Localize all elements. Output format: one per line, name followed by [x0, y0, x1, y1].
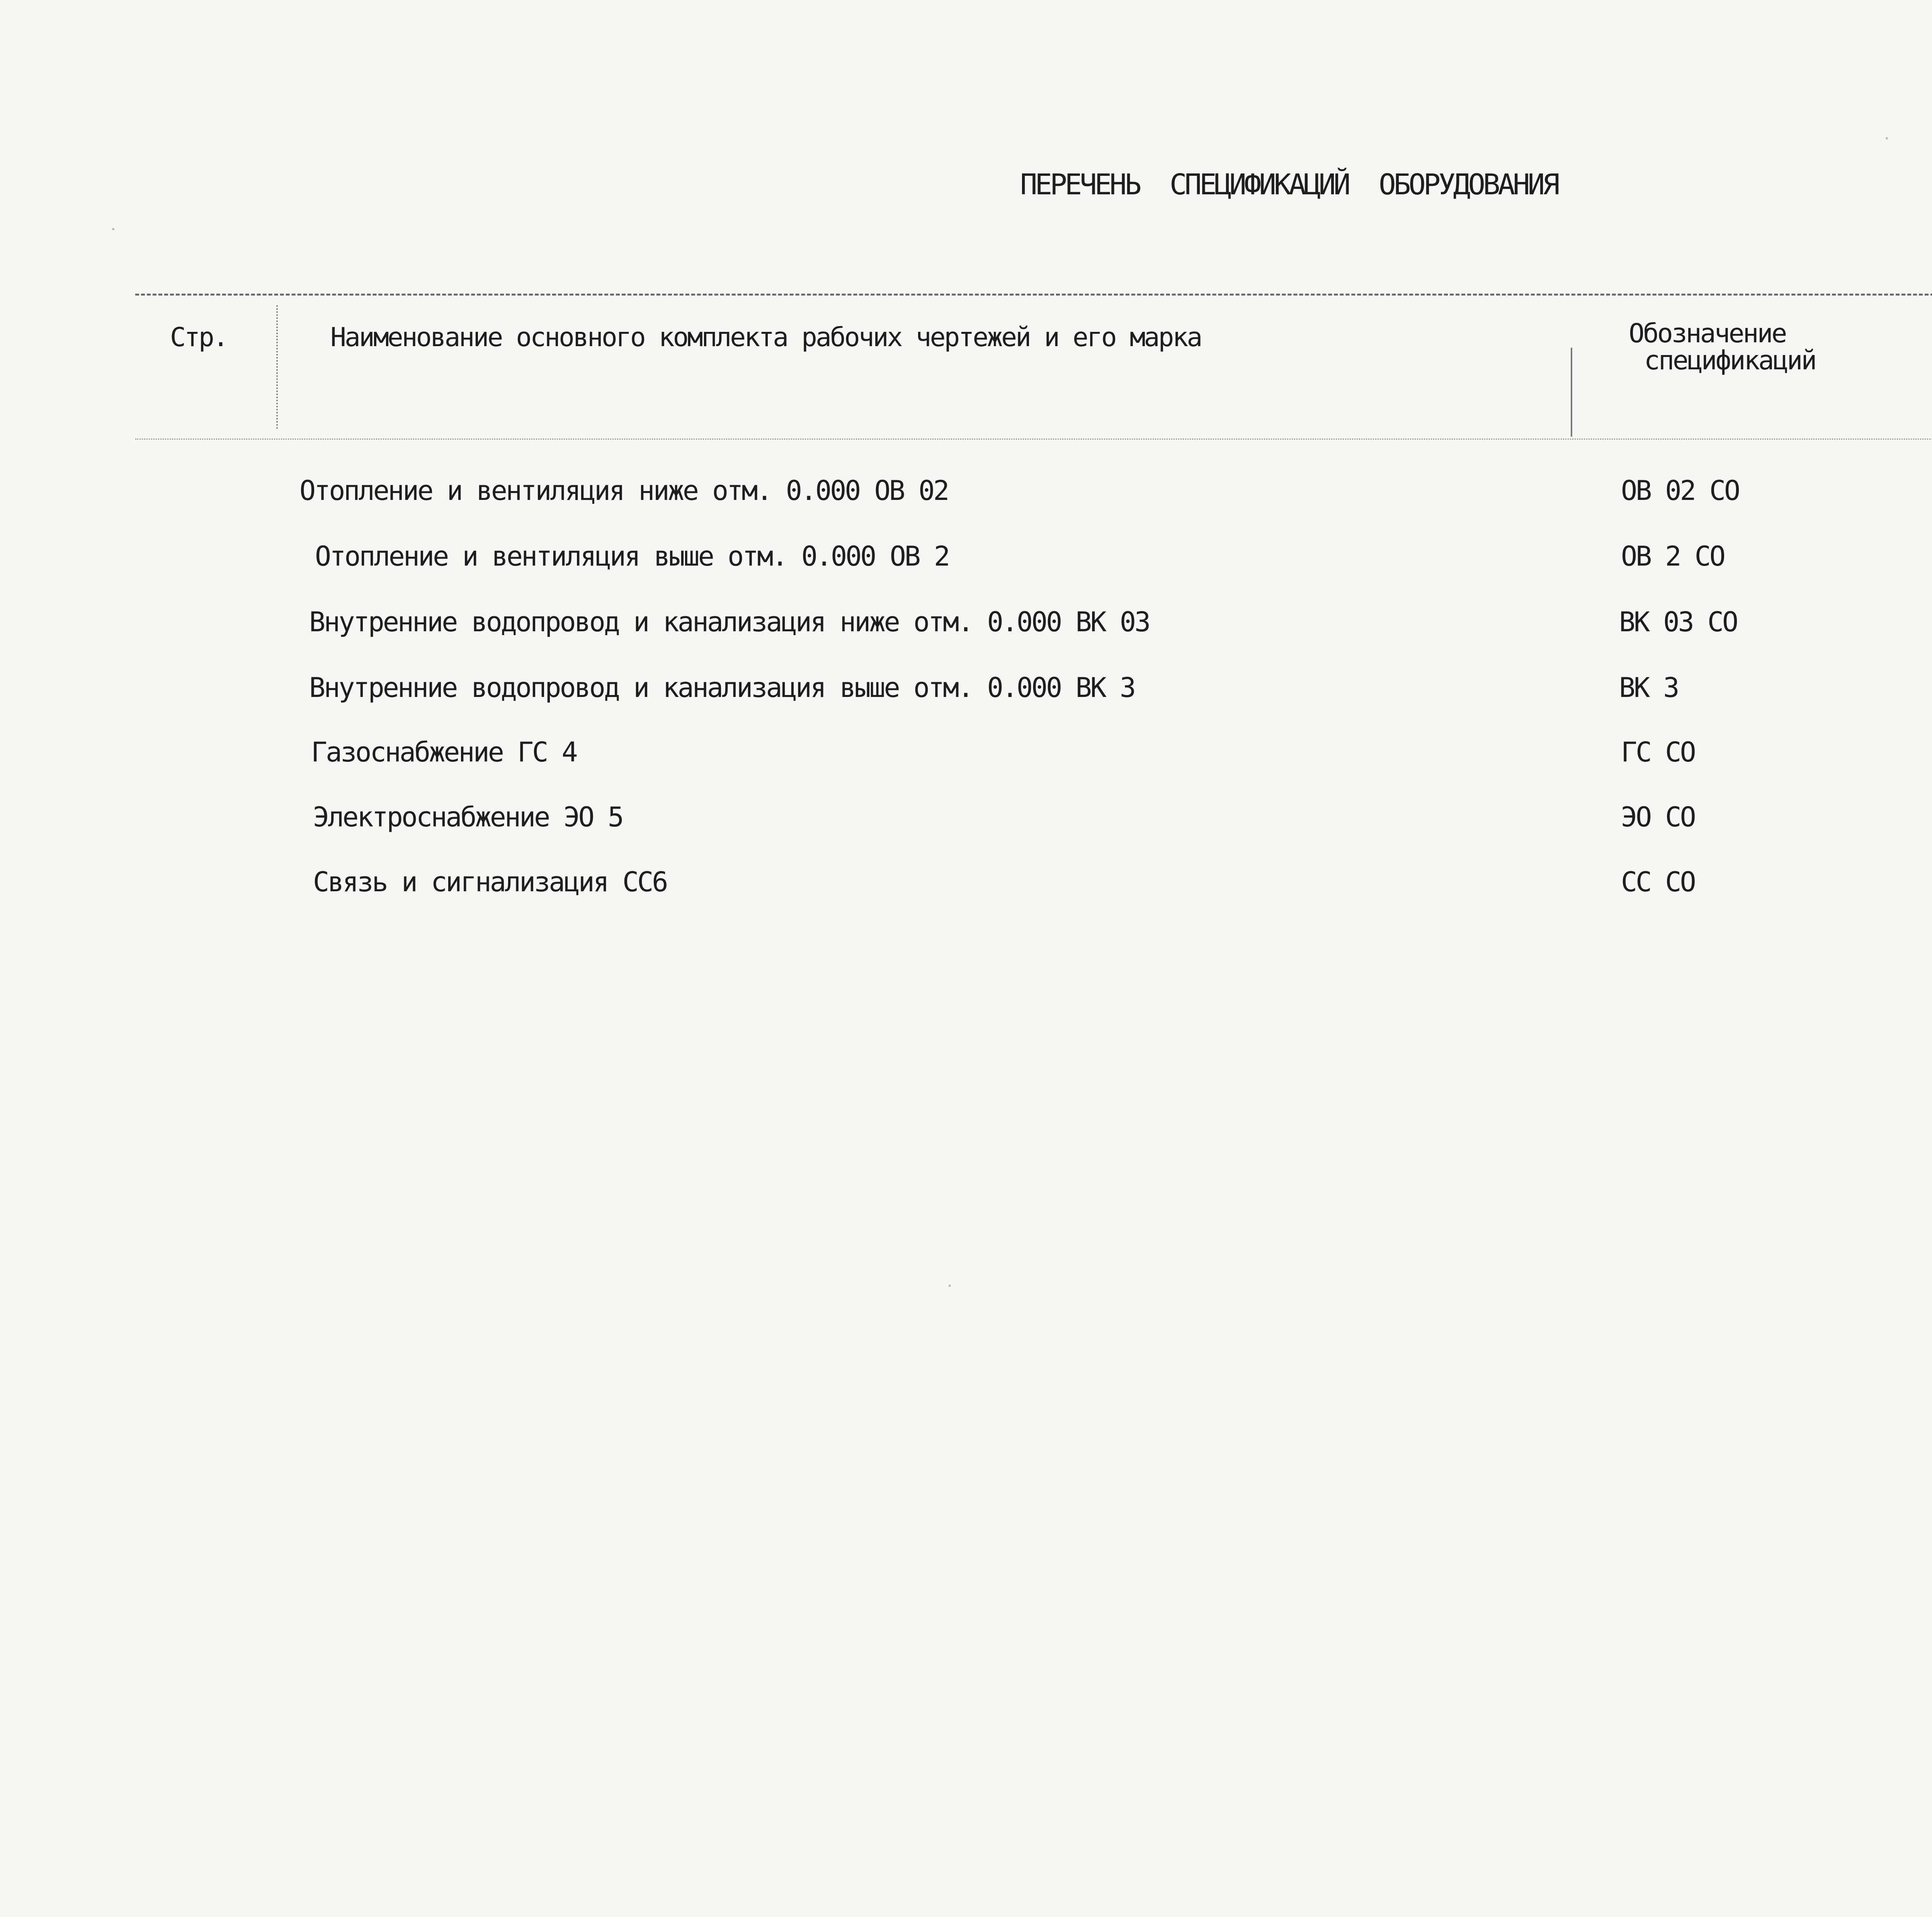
column-divider-2 [1571, 348, 1572, 437]
header-name: Наименование основного комплекта рабочих чертежей и его марка [330, 322, 1201, 353]
row-4-name: Внутренние водопровод и канализация выше отм. 0.000 ВК 3 [309, 672, 1135, 704]
row-6-name: Электроснабжение ЭО 5 [313, 801, 623, 833]
row-1-spec: ОВ 02 СО [1621, 475, 1739, 506]
row-5-spec: ГС СО [1621, 736, 1695, 768]
table-header-rule [135, 438, 1932, 440]
row-5-name: Газоснабжение ГС 4 [311, 736, 577, 768]
row-1-name: Отопление и вентиляция ниже отм. 0.000 ОВ 02 [299, 475, 948, 506]
row-7-name: Связь и сигнализация СС6 [313, 866, 667, 898]
row-2-name: Отопление и вентиляция выше отм. 0.000 ОВ 2 [315, 540, 949, 572]
row-2-spec: ОВ 2 СО [1621, 540, 1725, 572]
column-divider-1 [276, 305, 278, 429]
row-7-spec: СС СО [1621, 866, 1695, 898]
scan-speck [112, 228, 114, 230]
row-3-name: Внутренние водопровод и канализация ниже отм. 0.000 ВК 03 [309, 606, 1150, 638]
header-designation-line2: спецификаций [1644, 345, 1816, 376]
header-designation-line1: Обозначение [1629, 318, 1786, 349]
scan-speck [1886, 137, 1888, 139]
row-3-spec: ВК 03 СО [1619, 606, 1737, 638]
table-top-rule [135, 294, 1932, 296]
scan-speck [949, 1285, 951, 1287]
row-6-spec: ЭО СО [1621, 801, 1695, 833]
document-title: ПЕРЕЧЕНЬ СПЕЦИФИКАЦИЙ ОБОРУДОВАНИЯ [1020, 168, 1558, 201]
header-page: Стр. [170, 322, 227, 353]
row-4-spec: ВК 3 [1619, 672, 1678, 704]
